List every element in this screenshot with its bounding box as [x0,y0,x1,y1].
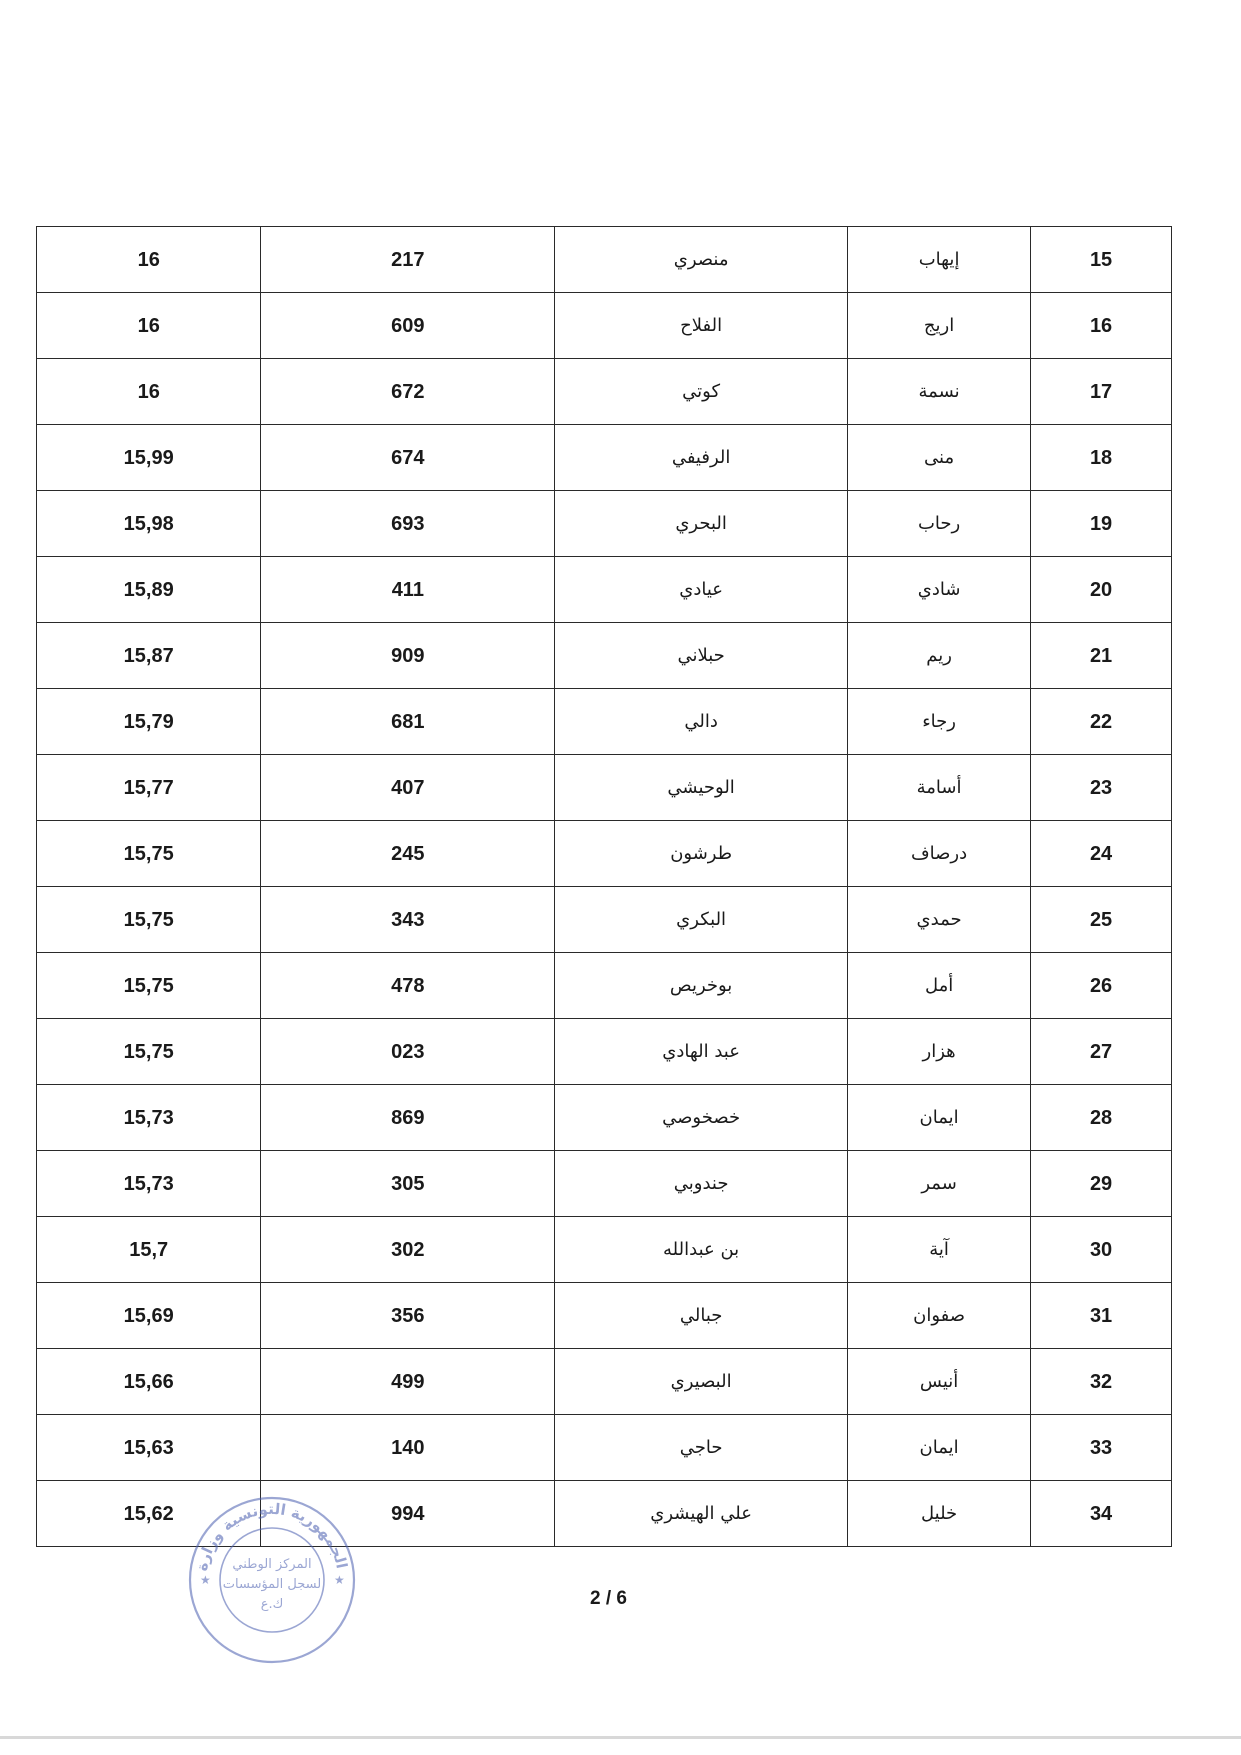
cell-score: 15,75 [37,821,261,887]
cell-code: 356 [261,1283,555,1349]
cell-last-name: جبالي [555,1283,848,1349]
table-row [37,491,1172,557]
cell-code: 681 [261,689,555,755]
cell-rank: 30 [1031,1217,1172,1283]
cell-first-name: خليل [848,1481,1031,1547]
cell-first-name: شادي [848,557,1031,623]
cell-rank: 24 [1031,821,1172,887]
table-row [37,887,1172,953]
cell-first-name: هزار [848,1019,1031,1085]
cell-first-name: أمل [848,953,1031,1019]
cell-rank: 21 [1031,623,1172,689]
cell-score: 15,69 [37,1283,261,1349]
official-stamp-icon [186,1494,358,1666]
cell-score: 15,89 [37,557,261,623]
cell-last-name: بن عبدالله [555,1217,848,1283]
cell-score: 15,73 [37,1151,261,1217]
svg-text:★: ★ [334,1573,345,1587]
cell-last-name: طرشون [555,821,848,887]
cell-first-name: نسمة [848,359,1031,425]
cell-last-name: دالي [555,689,848,755]
table-row [37,1283,1172,1349]
cell-score: 16 [37,293,261,359]
cell-code: 994 [261,1481,555,1547]
table-row [37,425,1172,491]
cell-last-name: الرفيفي [555,425,848,491]
cell-score: 15,98 [37,491,261,557]
cell-first-name: منى [848,425,1031,491]
cell-last-name: جندوبي [555,1151,848,1217]
table-row [37,293,1172,359]
cell-last-name: البكري [555,887,848,953]
cell-rank: 29 [1031,1151,1172,1217]
cell-first-name: درصاف [848,821,1031,887]
cell-rank: 25 [1031,887,1172,953]
cell-first-name: ايمان [848,1085,1031,1151]
cell-rank: 33 [1031,1415,1172,1481]
cell-code: 909 [261,623,555,689]
cell-score: 15,75 [37,1019,261,1085]
cell-first-name: رجاء [848,689,1031,755]
table-row [37,623,1172,689]
bottom-divider [0,1736,1241,1739]
cell-score: 15,63 [37,1415,261,1481]
results-table-body [37,227,1172,1547]
table-row [37,227,1172,293]
cell-score: 15,77 [37,755,261,821]
table-row [37,1151,1172,1217]
cell-rank: 20 [1031,557,1172,623]
table-row [37,557,1172,623]
cell-code: 411 [261,557,555,623]
cell-code: 140 [261,1415,555,1481]
cell-rank: 32 [1031,1349,1172,1415]
cell-score: 15,75 [37,953,261,1019]
table-row [37,1019,1172,1085]
svg-text:★: ★ [200,1573,211,1587]
cell-code: 343 [261,887,555,953]
seal-outer-text: الجمهورية التونسية وزارة [192,1499,351,1573]
cell-last-name: حبلاني [555,623,848,689]
table-row [37,821,1172,887]
seal-inner-line-1: المركز الوطني [232,1557,312,1572]
cell-first-name: صفوان [848,1283,1031,1349]
cell-last-name: الوحيشي [555,755,848,821]
cell-score: 15,79 [37,689,261,755]
seal-inner-line-2: لسجل المؤسسات [222,1577,322,1592]
cell-rank: 15 [1031,227,1172,293]
cell-score: 15,66 [37,1349,261,1415]
cell-code: 305 [261,1151,555,1217]
cell-rank: 22 [1031,689,1172,755]
cell-last-name: عيادي [555,557,848,623]
cell-first-name: رحاب [848,491,1031,557]
cell-last-name: البصيري [555,1349,848,1415]
cell-first-name: إيهاب [848,227,1031,293]
cell-code: 023 [261,1019,555,1085]
table-row [37,1085,1172,1151]
cell-score: 15,73 [37,1085,261,1151]
cell-rank: 27 [1031,1019,1172,1085]
cell-first-name: أسامة [848,755,1031,821]
cell-code: 672 [261,359,555,425]
cell-first-name: ايمان [848,1415,1031,1481]
cell-score: 15,75 [37,887,261,953]
cell-rank: 23 [1031,755,1172,821]
cell-rank: 28 [1031,1085,1172,1151]
table-row [37,755,1172,821]
cell-last-name: حاجي [555,1415,848,1481]
cell-score: 15,87 [37,623,261,689]
cell-code: 869 [261,1085,555,1151]
cell-code: 245 [261,821,555,887]
cell-rank: 26 [1031,953,1172,1019]
table-row [37,689,1172,755]
cell-rank: 31 [1031,1283,1172,1349]
results-table [36,226,1172,1547]
cell-score: 15,7 [37,1217,261,1283]
table-row [37,1349,1172,1415]
cell-code: 499 [261,1349,555,1415]
cell-first-name: حمدي [848,887,1031,953]
cell-rank: 34 [1031,1481,1172,1547]
cell-code: 407 [261,755,555,821]
cell-last-name: علي الهيشري [555,1481,848,1547]
cell-last-name: عبد الهادي [555,1019,848,1085]
cell-code: 302 [261,1217,555,1283]
cell-first-name: ريم [848,623,1031,689]
cell-first-name: اريج [848,293,1031,359]
cell-score: 15,62 [37,1481,261,1547]
cell-last-name: البحري [555,491,848,557]
table-row [37,359,1172,425]
cell-rank: 16 [1031,293,1172,359]
cell-first-name: أنيس [848,1349,1031,1415]
cell-code: 693 [261,491,555,557]
cell-score: 15,99 [37,425,261,491]
cell-last-name: الفلاح [555,293,848,359]
cell-first-name: آية [848,1217,1031,1283]
cell-last-name: خصخوصي [555,1085,848,1151]
cell-last-name: بوخريص [555,953,848,1019]
cell-last-name: كوتي [555,359,848,425]
seal-inner-line-3: ك.ع [260,1597,284,1612]
table-row [37,1415,1172,1481]
cell-rank: 18 [1031,425,1172,491]
cell-code: 609 [261,293,555,359]
cell-last-name: منصري [555,227,848,293]
cell-rank: 17 [1031,359,1172,425]
table-row [37,953,1172,1019]
page-number: 2 / 6 [590,1588,627,1609]
cell-score: 16 [37,359,261,425]
cell-rank: 19 [1031,491,1172,557]
cell-score: 16 [37,227,261,293]
cell-code: 674 [261,425,555,491]
table-row [37,1217,1172,1283]
cell-code: 217 [261,227,555,293]
cell-code: 478 [261,953,555,1019]
cell-first-name: سمر [848,1151,1031,1217]
